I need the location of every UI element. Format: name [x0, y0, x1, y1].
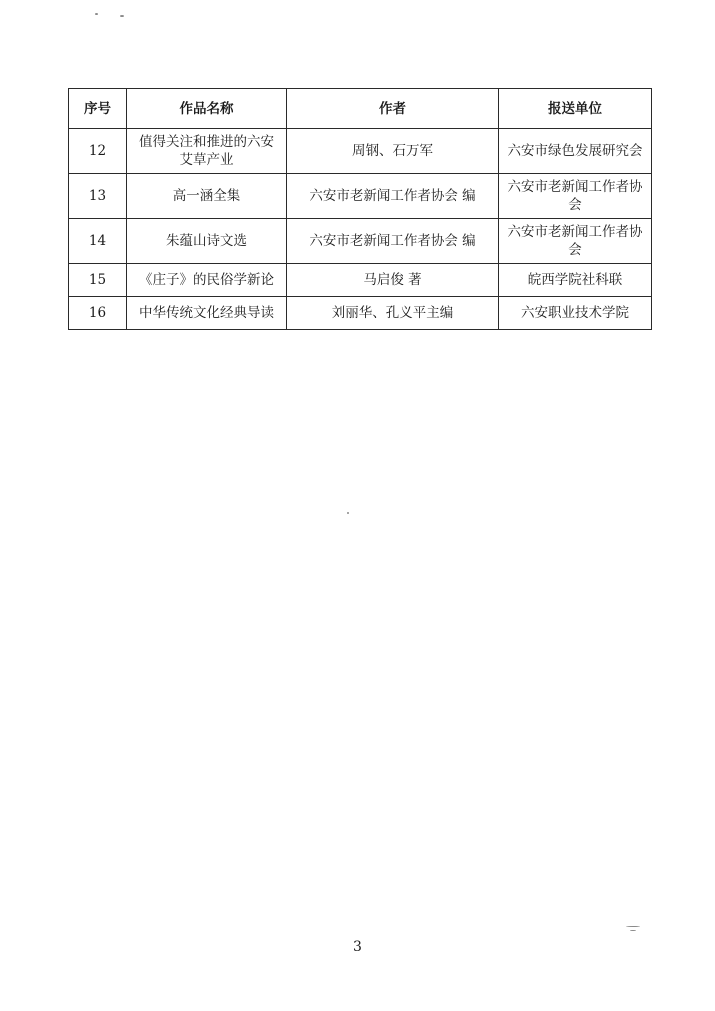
cell-work-title: 朱蕴山诗文选 — [127, 219, 287, 264]
header-serial-number: 序号 — [69, 89, 127, 129]
cell-work-title: 值得关注和推进的六安艾草产业 — [127, 129, 287, 174]
cell-work-title: 中华传统文化经典导读 — [127, 297, 287, 330]
scan-speck — [626, 926, 640, 927]
cell-submitting-unit: 六安市绿色发展研究会 — [499, 129, 652, 174]
cell-submitting-unit: 六安职业技术学院 — [499, 297, 652, 330]
cell-serial-number: 16 — [69, 297, 127, 330]
page-number: 3 — [353, 939, 362, 955]
cell-author: 六安市老新闻工作者协会 编 — [287, 219, 499, 264]
cell-submitting-unit: 六安市老新闻工作者协会 — [499, 174, 652, 219]
scan-speck — [630, 930, 636, 931]
header-submitting-unit: 报送单位 — [499, 89, 652, 129]
cell-work-title: 《庄子》的民俗学新论 — [127, 264, 287, 297]
cell-author: 六安市老新闻工作者协会 编 — [287, 174, 499, 219]
header-work-title: 作品名称 — [127, 89, 287, 129]
works-table — [68, 88, 652, 330]
cell-serial-number: 12 — [69, 129, 127, 174]
cell-submitting-unit: 六安市老新闻工作者协会 — [499, 219, 652, 264]
header-author: 作者 — [287, 89, 499, 129]
table-row — [69, 219, 652, 264]
scan-speck — [120, 15, 124, 17]
table-row — [69, 297, 652, 330]
scan-speck — [347, 512, 349, 514]
cell-serial-number: 14 — [69, 219, 127, 264]
cell-serial-number: 13 — [69, 174, 127, 219]
cell-submitting-unit: 皖西学院社科联 — [499, 264, 652, 297]
scan-speck — [95, 13, 98, 15]
table-row — [69, 264, 652, 297]
table-header-row — [69, 89, 652, 129]
cell-author: 刘丽华、孔义平主编 — [287, 297, 499, 330]
cell-serial-number: 15 — [69, 264, 127, 297]
cell-author: 马启俊 著 — [287, 264, 499, 297]
cell-work-title: 高一涵全集 — [127, 174, 287, 219]
table-row — [69, 174, 652, 219]
table-row — [69, 129, 652, 174]
cell-author: 周钢、石万军 — [287, 129, 499, 174]
